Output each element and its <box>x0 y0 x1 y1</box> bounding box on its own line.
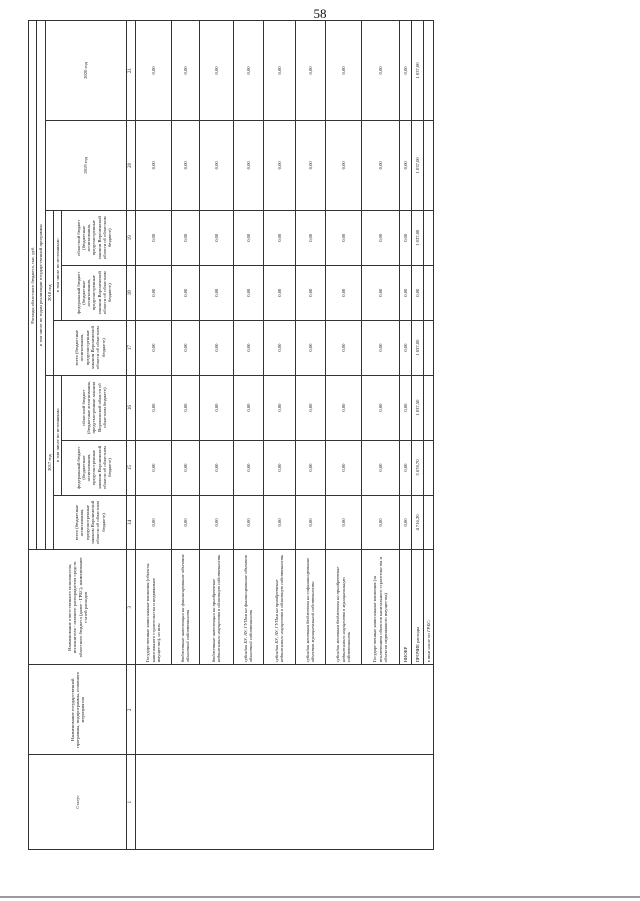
header-status: Статус <box>29 755 127 850</box>
cell-value: 0,00 <box>263 21 295 121</box>
header-sources-2018: в том числе по источникам: <box>53 210 61 320</box>
cell-value: 0,00 <box>361 375 399 440</box>
cell-value <box>423 495 433 550</box>
cell-value: 0,00 <box>399 210 411 265</box>
cell-value: 0,00 <box>135 265 171 320</box>
cell-value: 0,00 <box>233 320 263 375</box>
cell-value: 0,00 <box>263 375 295 440</box>
row-label: ПРОЧИЕ расходы <box>411 550 423 665</box>
row-label: Государственные капитальные вложения (за исключением объектов капитального строительства и объектов недвижимого имущества) <box>361 550 399 665</box>
cell-value: 0,00 <box>399 265 411 320</box>
budget-table <box>28 20 434 850</box>
cell-value: 0,00 <box>361 210 399 265</box>
cell-value <box>423 120 433 210</box>
cell-value: 0,00 <box>295 375 325 440</box>
cell-value: 0,00 <box>399 120 411 210</box>
row-label: субсидии БУ, АУ, ГУПам на финансирование объектов областной собственности <box>233 550 263 665</box>
cell-value: 0,00 <box>135 210 171 265</box>
cell-value: 0,00 <box>171 495 199 550</box>
cell-value: 0,00 <box>295 320 325 375</box>
cell-value: 0,00 <box>361 495 399 550</box>
cell-value: 0,00 <box>399 21 411 121</box>
cell-value: 0,00 <box>325 21 361 121</box>
cell-value: 4 716,20 <box>411 495 423 550</box>
table-body <box>135 21 433 850</box>
status-cell <box>135 755 433 850</box>
header-federal-2018: федеральный бюджет (бюджетные ассигнования, предусмотренные законом Воронежской области об областном бюджете) <box>62 265 127 320</box>
row-label: Государственные капитальные вложения (объекты капитального строительства и недвижимое имущество), из них: <box>135 550 171 665</box>
cell-value: 0,00 <box>295 120 325 210</box>
cell-value: 1 037,00 <box>411 320 423 375</box>
col-number: 14 <box>127 495 136 550</box>
cell-value: 1 037,50 <box>411 375 423 440</box>
cell-value: 0,00 <box>199 375 233 440</box>
header-expenses-title: Расходы областного бюджета, тыс. руб. <box>29 21 37 550</box>
cell-value <box>423 21 433 121</box>
cell-value <box>423 375 433 440</box>
cell-value: 0,00 <box>171 210 199 265</box>
cell-value: 0,00 <box>263 320 295 375</box>
header-year-2020: 2020 год <box>45 21 127 121</box>
cell-value: 0,00 <box>233 120 263 210</box>
cell-value <box>423 210 433 265</box>
cell-value: 0,00 <box>233 495 263 550</box>
header-executor: Наименование ответственного исполнителя, исполнителя - главного распорядителя средств областного бюджета (далее - ГРБС), наименование статей расходов <box>29 550 127 665</box>
cell-value: 0,00 <box>325 265 361 320</box>
cell-value: 0,00 <box>399 495 411 550</box>
page-edge-divider <box>0 896 640 898</box>
cell-value: 0,00 <box>199 120 233 210</box>
cell-value: 0,00 <box>263 265 295 320</box>
col-number: 16 <box>127 375 136 440</box>
col-number: 20 <box>127 120 136 210</box>
cell-value: 0,00 <box>135 120 171 210</box>
cell-value: 0,00 <box>171 120 199 210</box>
cell-value: 0,00 <box>199 320 233 375</box>
cell-value: 0,00 <box>263 440 295 495</box>
cell-value: 0,00 <box>199 21 233 121</box>
rotated-table-canvas <box>0 18 640 878</box>
cell-value: 0,00 <box>411 265 423 320</box>
col-number: 19 <box>127 210 136 265</box>
cell-value: 0,00 <box>233 265 263 320</box>
header-total-2017: всего (бюджетные ассигнования, предусмотренные законом Воронежской области об областном бюджете) <box>53 495 126 550</box>
table-header <box>29 21 136 850</box>
cell-value: 0,00 <box>361 120 399 210</box>
header-federal-2017: федеральный бюджет (бюджетные ассигнования, предусмотренные законом Воронежской области об областном бюджете) <box>62 440 127 495</box>
row-label: субсидии местным бюджетам на софинансирование объектов муниципальной собственности <box>295 550 325 665</box>
cell-value: 1 037,00 <box>411 21 423 121</box>
cell-value: 0,00 <box>171 265 199 320</box>
col-number: 18 <box>127 265 136 320</box>
row-label: бюджетные инвестиции на приобретение недвижимого имущества в областную собственность <box>199 550 233 665</box>
cell-value: 0,00 <box>295 265 325 320</box>
cell-value: 0,00 <box>295 440 325 495</box>
cell-value: 0,00 <box>325 375 361 440</box>
cell-value: 0,00 <box>325 320 361 375</box>
header-year-2018: 2018 год <box>45 210 53 375</box>
cell-value: 1 037,00 <box>411 120 423 210</box>
cell-value: 0,00 <box>399 375 411 440</box>
cell-value: 0,00 <box>199 265 233 320</box>
row-label: в том числе по ГРБС: <box>423 550 433 665</box>
col-number: 3 <box>127 550 136 665</box>
col-number: 17 <box>127 320 136 375</box>
col-number: 2 <box>127 665 136 755</box>
cell-value: 0,00 <box>135 320 171 375</box>
row-label: субсидии местным бюджетам на приобретение недвижимого имущества в муниципальную собственность <box>325 550 361 665</box>
header-regional-2017: областной бюджет (бюджетные ассигнования, предусмотренные законом Воронежской области об областном бюджете) <box>62 375 127 440</box>
header-program-name: Наименование государственной программы, подпрограммы, основного мероприятия <box>29 665 127 755</box>
cell-value: 0,00 <box>135 495 171 550</box>
cell-value: 0,00 <box>361 265 399 320</box>
header-regional-2018: областной бюджет (бюджетные ассигнования, предусмотренные законом Воронежской области об областном бюджете) <box>62 210 127 265</box>
header-by-years: в том числе по годам реализации государственной программы <box>37 21 45 550</box>
cell-value: 0,00 <box>325 495 361 550</box>
cell-value: 3 678,70 <box>411 440 423 495</box>
cell-value: 0,00 <box>325 120 361 210</box>
column-numbers-row <box>127 21 136 850</box>
page-number: 58 <box>313 6 327 21</box>
cell-value: 0,00 <box>399 440 411 495</box>
cell-value: 0,00 <box>263 210 295 265</box>
cell-value: 0,00 <box>171 21 199 121</box>
cell-value: 0,00 <box>135 440 171 495</box>
cell-value: 0,00 <box>233 440 263 495</box>
cell-value: 0,00 <box>361 440 399 495</box>
cell-value: 0,00 <box>199 210 233 265</box>
row-label: НИОКР <box>399 550 411 665</box>
cell-value: 0,00 <box>399 320 411 375</box>
cell-value <box>423 265 433 320</box>
cell-value: 1 037,00 <box>411 210 423 265</box>
col-number: 21 <box>127 21 136 121</box>
cell-value: 0,00 <box>135 375 171 440</box>
col-number: 1 <box>127 755 136 850</box>
cell-value: 0,00 <box>171 320 199 375</box>
cell-value: 0,00 <box>295 21 325 121</box>
table-row <box>135 21 171 850</box>
cell-value <box>423 320 433 375</box>
header-year-2017: 2017 год <box>45 375 53 550</box>
cell-value: 0,00 <box>295 495 325 550</box>
row-label: субсидии БУ, АУ, ГУПам на приобретение недвижимого имущества в областную собственность <box>263 550 295 665</box>
cell-value: 0,00 <box>199 495 233 550</box>
cell-value: 0,00 <box>263 120 295 210</box>
cell-value: 0,00 <box>199 440 233 495</box>
cell-value: 0,00 <box>135 21 171 121</box>
header-year-2019: 2019 год <box>45 120 127 210</box>
cell-value: 0,00 <box>171 375 199 440</box>
cell-value: 0,00 <box>263 495 295 550</box>
cell-value <box>423 440 433 495</box>
cell-value: 0,00 <box>361 320 399 375</box>
program-cell <box>135 665 433 755</box>
col-number: 15 <box>127 440 136 495</box>
cell-value: 0,00 <box>233 21 263 121</box>
header-sources-2017: в том числе по источникам: <box>53 375 61 495</box>
header-total-2018: всего (бюджетные ассигнования, предусмотренные законом Воронежской области об областном бюджете) <box>53 320 126 375</box>
cell-value: 0,00 <box>325 210 361 265</box>
cell-value: 0,00 <box>361 21 399 121</box>
cell-value: 0,00 <box>233 375 263 440</box>
cell-value: 0,00 <box>325 440 361 495</box>
cell-value: 0,00 <box>233 210 263 265</box>
row-label: бюджетные инвестиции на финансирование объектов областной собственности <box>171 550 199 665</box>
cell-value: 0,00 <box>171 440 199 495</box>
cell-value: 0,00 <box>295 210 325 265</box>
